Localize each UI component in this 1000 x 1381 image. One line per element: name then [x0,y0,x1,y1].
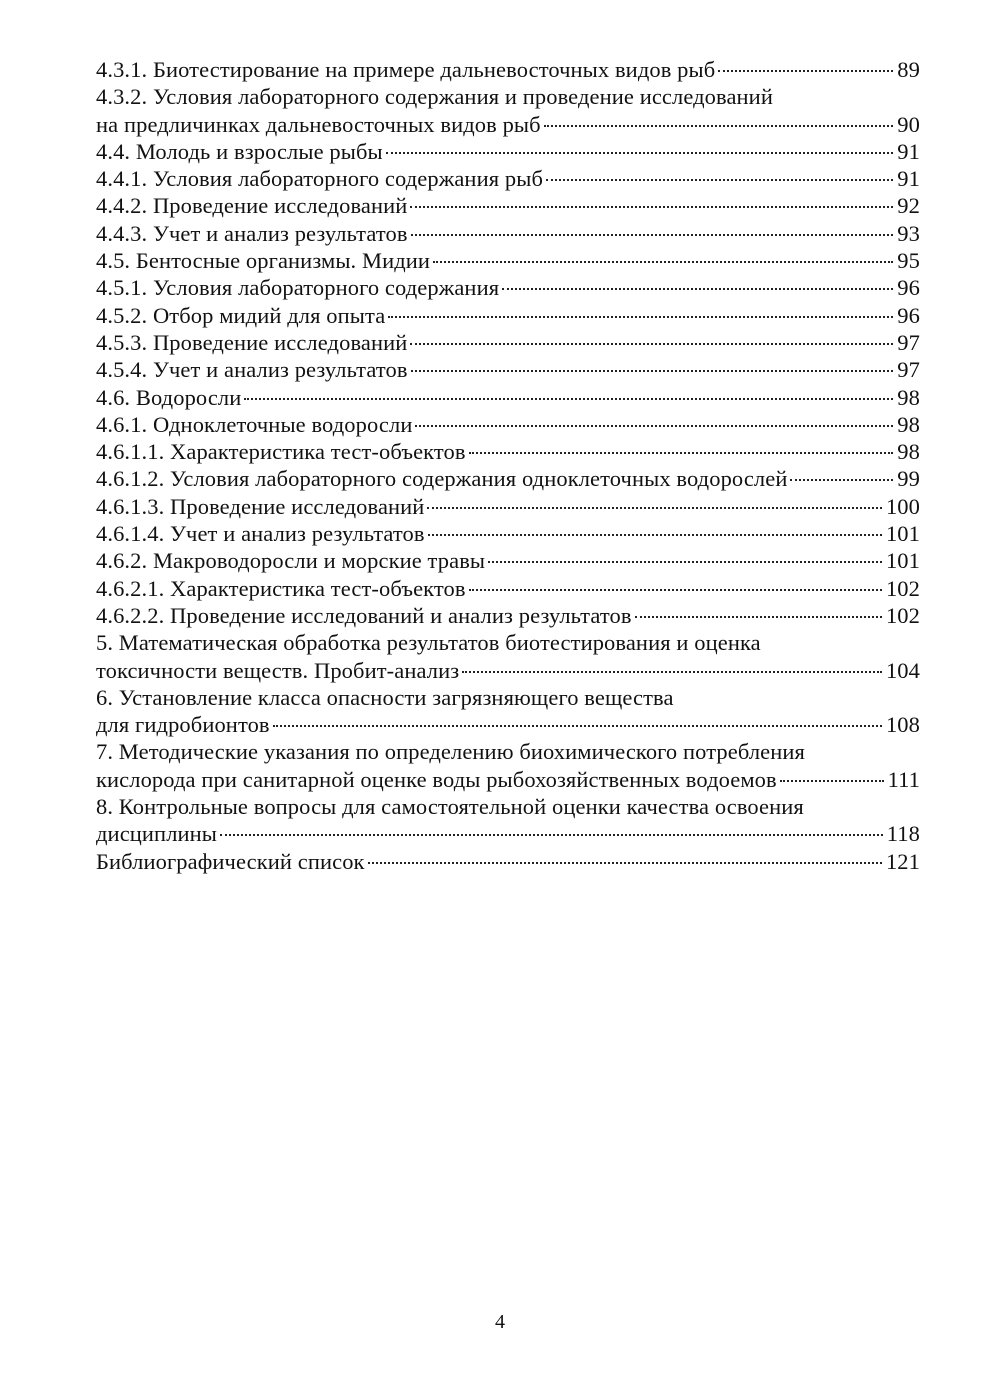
toc-leader-dots [469,452,894,454]
toc-leader-dots [433,261,893,263]
toc-entry-title: 4.5. Бентосные организмы. Мидии [96,248,431,274]
toc-entry [96,411,920,438]
toc-entry [96,138,920,165]
toc-entry-title: 4.6.1. Одноклеточные водоросли [96,411,413,437]
toc-page-number: 97 [897,329,920,355]
toc-leader-dots [790,479,893,481]
toc-entry-title: токсичности веществ. Пробит-анализ [96,657,460,683]
toc-leader-dots [411,370,894,372]
toc-entry [96,83,920,138]
toc-page-number: 101 [885,548,920,574]
toc-entry [96,356,920,383]
toc-leader-dots [462,671,882,673]
toc-page-number: 99 [897,466,920,492]
toc-entry [96,274,920,301]
toc-entry-title-line: 6. Установление класса опасности загрязняющего вещества [96,684,674,710]
toc-entry [96,247,920,274]
toc-page-number: 102 [885,602,920,628]
toc-page-number: 98 [897,411,920,437]
toc-entry-title: 4.6.1.2. Условия лабораторного содержания одноклеточных водорослей [96,466,788,492]
toc-entry [96,520,920,547]
toc-entry-title: 4.5.3. Проведение исследований [96,329,408,355]
toc-entry-title: для гидробионтов [96,712,270,738]
toc-page-number: 100 [885,493,920,519]
toc-entry-title: 4.6.1.3. Проведение исследований [96,493,425,519]
toc-page-number: 101 [885,521,920,547]
toc-leader-dots [415,425,893,427]
toc-entry-title-line: 5. Математическая обработка результатов биотестирования и оценка [96,630,761,656]
toc-leader-dots [502,288,893,290]
toc-page-number: 102 [885,575,920,601]
toc-page-number: 91 [897,138,920,164]
toc-entry-title: 4.6.1.4. Учет и анализ результатов [96,521,425,547]
toc-page-number: 98 [897,384,920,410]
toc-entry-title: 4.5.1. Условия лабораторного содержания [96,275,500,301]
toc-page-number: 93 [897,220,920,246]
toc-page-number: 92 [897,193,920,219]
toc-leader-dots [718,70,893,72]
toc-entry-title: 4.6.2.2. Проведение исследований и анализ результатов [96,602,632,628]
toc-entry [96,56,920,83]
toc-entry-title: кислорода при санитарной оценке воды рыбохозяйственных водоемов [96,766,777,792]
toc-page-number: 98 [897,439,920,465]
toc-leader-dots [427,507,881,509]
toc-entry [96,684,920,739]
toc-leader-dots [386,152,894,154]
toc-leader-dots [411,234,894,236]
toc-entry-title-line: 8. Контрольные вопросы для самостоятельной оценки качества освоения [96,794,804,820]
toc-leader-dots [469,589,882,591]
toc-entry [96,465,920,492]
toc-entry [96,738,920,793]
toc-page-number: 96 [897,275,920,301]
toc-page-number: 108 [885,712,920,738]
toc-entry [96,165,920,192]
toc-page-number: 121 [885,848,920,874]
toc-entry-title: на предличинках дальневосточных видов рыб [96,111,541,137]
toc-page-number: 118 [886,821,920,847]
toc-entry-title: 4.5.4. Учет и анализ результатов [96,357,408,383]
toc-leader-dots [273,725,882,727]
toc-entry [96,192,920,219]
toc-leader-dots [635,616,882,618]
toc-entry [96,384,920,411]
toc-entry [96,302,920,329]
toc-entry-title: 4.5.2. Отбор мидий для опыта [96,302,386,328]
toc-leader-dots [546,179,893,181]
toc-page-number: 96 [897,302,920,328]
toc-entry [96,220,920,247]
toc-leader-dots [544,125,894,127]
toc-entry-title: 4.4.2. Проведение исследований [96,193,408,219]
toc-page-number: 90 [897,111,920,137]
toc-leader-dots [780,780,884,782]
toc-entry-title: Библиографический список [96,848,365,874]
toc-entry-title-line: 7. Методические указания по определению биохимического потребления [96,739,805,765]
toc-entry [96,493,920,520]
toc-leader-dots [368,862,882,864]
toc-entry-title: 4.6.2. Макроводоросли и морские травы [96,548,486,574]
toc-entry-title: 4.4. Молодь и взрослые рыбы [96,138,383,164]
toc-entry [96,793,920,848]
toc-leader-dots [410,343,893,345]
toc-leader-dots [428,534,882,536]
toc-page-number: 91 [897,166,920,192]
toc-entry [96,547,920,574]
page-number: 4 [495,1311,505,1333]
toc-page-number: 104 [885,657,920,683]
toc-entry-title: 4.6. Водоросли [96,384,242,410]
toc-page-number: 89 [897,57,920,82]
toc-entry [96,629,920,684]
toc-entry-title: 4.6.1.1. Характеристика тест-объектов [96,439,466,465]
toc-leader-dots [410,206,893,208]
toc-page-number: 95 [897,248,920,274]
table-of-contents [96,56,920,875]
toc-entry [96,602,920,629]
toc-entry-title: 4.6.2.1. Характеристика тест-объектов [96,575,466,601]
toc-leader-dots [488,561,882,563]
toc-entry [96,848,920,875]
toc-entry [96,438,920,465]
toc-entry-title: 4.4.1. Условия лабораторного содержания рыб [96,166,543,192]
toc-leader-dots [244,398,893,400]
toc-entry [96,575,920,602]
toc-page-number: 111 [887,766,920,792]
toc-leader-dots [388,316,893,318]
toc-entry-title: дисциплины [96,821,218,847]
toc-entry-title-line: 4.3.2. Условия лабораторного содержания и проведение исследований [96,84,773,110]
toc-entry-title: 4.4.3. Учет и анализ результатов [96,220,408,246]
toc-page-number: 97 [897,357,920,383]
toc-leader-dots [220,834,883,836]
toc-entry-title: 4.3.1. Биотестирование на примере дальневосточных видов рыб [96,57,716,82]
toc-entry [96,329,920,356]
